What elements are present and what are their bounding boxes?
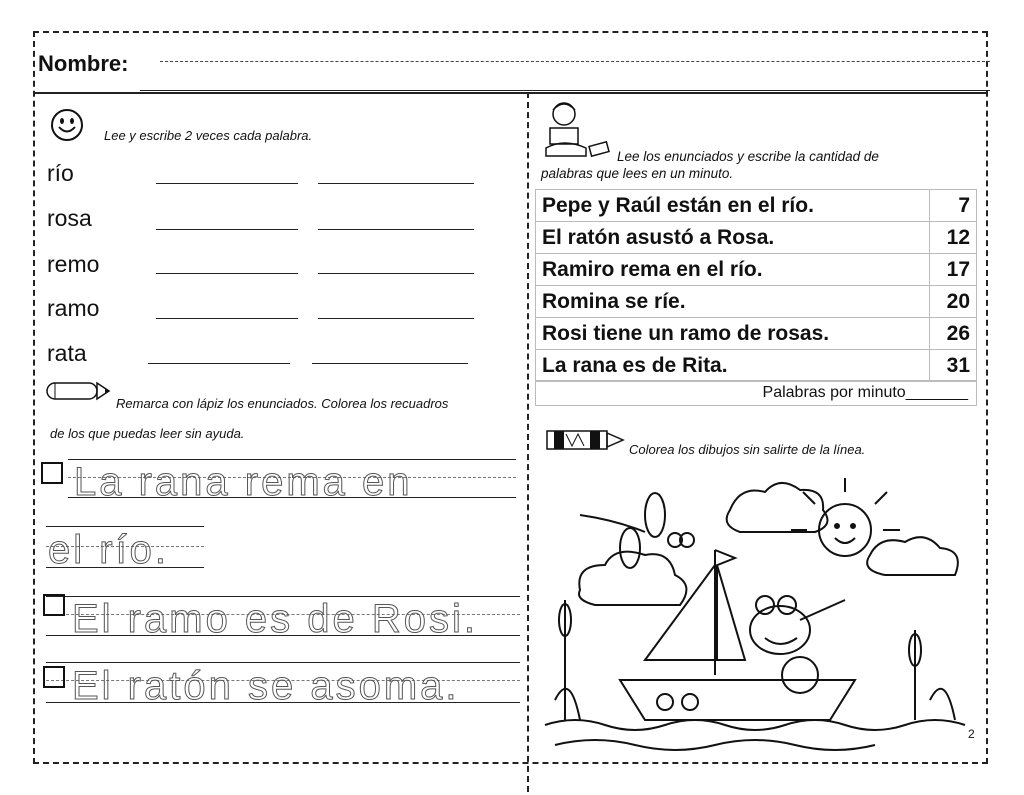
table-row: [536, 190, 977, 222]
write-line[interactable]: [318, 183, 474, 184]
color-checkbox[interactable]: [43, 594, 65, 616]
word-count: 12: [930, 222, 977, 254]
sentence-table: [535, 189, 977, 382]
table-row: [536, 350, 977, 382]
word-count: 20: [930, 286, 977, 318]
word-ramo: ramo: [47, 295, 100, 321]
instruction-trace-line1: Remarca con lápiz los enunciados. Colorea los recuadros: [116, 396, 449, 411]
words-per-minute-field[interactable]: Palabras por minuto_______: [535, 380, 977, 406]
sentence-text: La rana es de Rita.: [536, 350, 930, 382]
nombre-write-line[interactable]: [140, 90, 990, 91]
nombre-label: Nombre:: [38, 51, 129, 76]
write-line[interactable]: [156, 183, 298, 184]
smiley-icon: [50, 108, 84, 142]
instruction-read-line2: palabras que lees en un minuto.: [541, 166, 734, 181]
trace-sentence-2[interactable]: El ramo es de Rosi.: [72, 597, 479, 641]
word-remo: remo: [47, 251, 100, 277]
write-line[interactable]: [156, 318, 298, 319]
write-line[interactable]: [156, 273, 298, 274]
column-divider: [527, 92, 529, 792]
sentence-text: Pepe y Raúl están en el río.: [536, 190, 930, 222]
table-row: [536, 286, 977, 318]
word-rata: rata: [47, 340, 87, 366]
word-count: 26: [930, 318, 977, 350]
trace-top-line: [46, 526, 204, 527]
word-count: 17: [930, 254, 977, 286]
sentence-text: Ramiro rema en el río.: [536, 254, 930, 286]
write-line[interactable]: [318, 273, 474, 274]
word-count: 31: [930, 350, 977, 382]
trace-sentence-1b[interactable]: el río.: [48, 528, 170, 572]
write-line[interactable]: [318, 318, 474, 319]
trace-top-line: [46, 662, 520, 663]
page-number: 2: [968, 727, 975, 741]
sentence-text: El ratón asustó a Rosa.: [536, 222, 930, 254]
crayon-icon: [546, 428, 626, 452]
pencil-icon: [46, 380, 112, 402]
coloring-illustration: [535, 470, 980, 760]
instruction-write-words: Lee y escribe 2 veces cada palabra.: [104, 128, 313, 143]
color-checkbox[interactable]: [41, 462, 63, 484]
write-line[interactable]: [318, 229, 474, 230]
table-row: [536, 222, 977, 254]
table-row: [536, 254, 977, 286]
child-reading-icon: [540, 98, 612, 160]
sentence-text: Rosi tiene un ramo de rosas.: [536, 318, 930, 350]
write-line[interactable]: [148, 363, 290, 364]
nombre-dash-line: [160, 61, 990, 62]
instruction-trace-line2: de los que puedas leer sin ayuda.: [50, 426, 245, 441]
trace-sentence-1a[interactable]: La rana rema en: [74, 460, 413, 504]
trace-sentence-3[interactable]: El ratón se asoma.: [72, 664, 460, 708]
sentence-text: Romina se ríe.: [536, 286, 930, 318]
word-count: 7: [930, 190, 977, 222]
write-line[interactable]: [156, 229, 298, 230]
table-row: [536, 318, 977, 350]
word-rosa: rosa: [47, 205, 92, 231]
instruction-color: Colorea los dibujos sin salirte de la línea.: [629, 442, 866, 457]
write-line[interactable]: [312, 363, 468, 364]
color-checkbox[interactable]: [43, 666, 65, 688]
instruction-read-line1: Lee los enunciados y escribe la cantidad de: [617, 149, 879, 164]
header-divider: [33, 92, 988, 94]
word-rio: río: [47, 160, 74, 186]
